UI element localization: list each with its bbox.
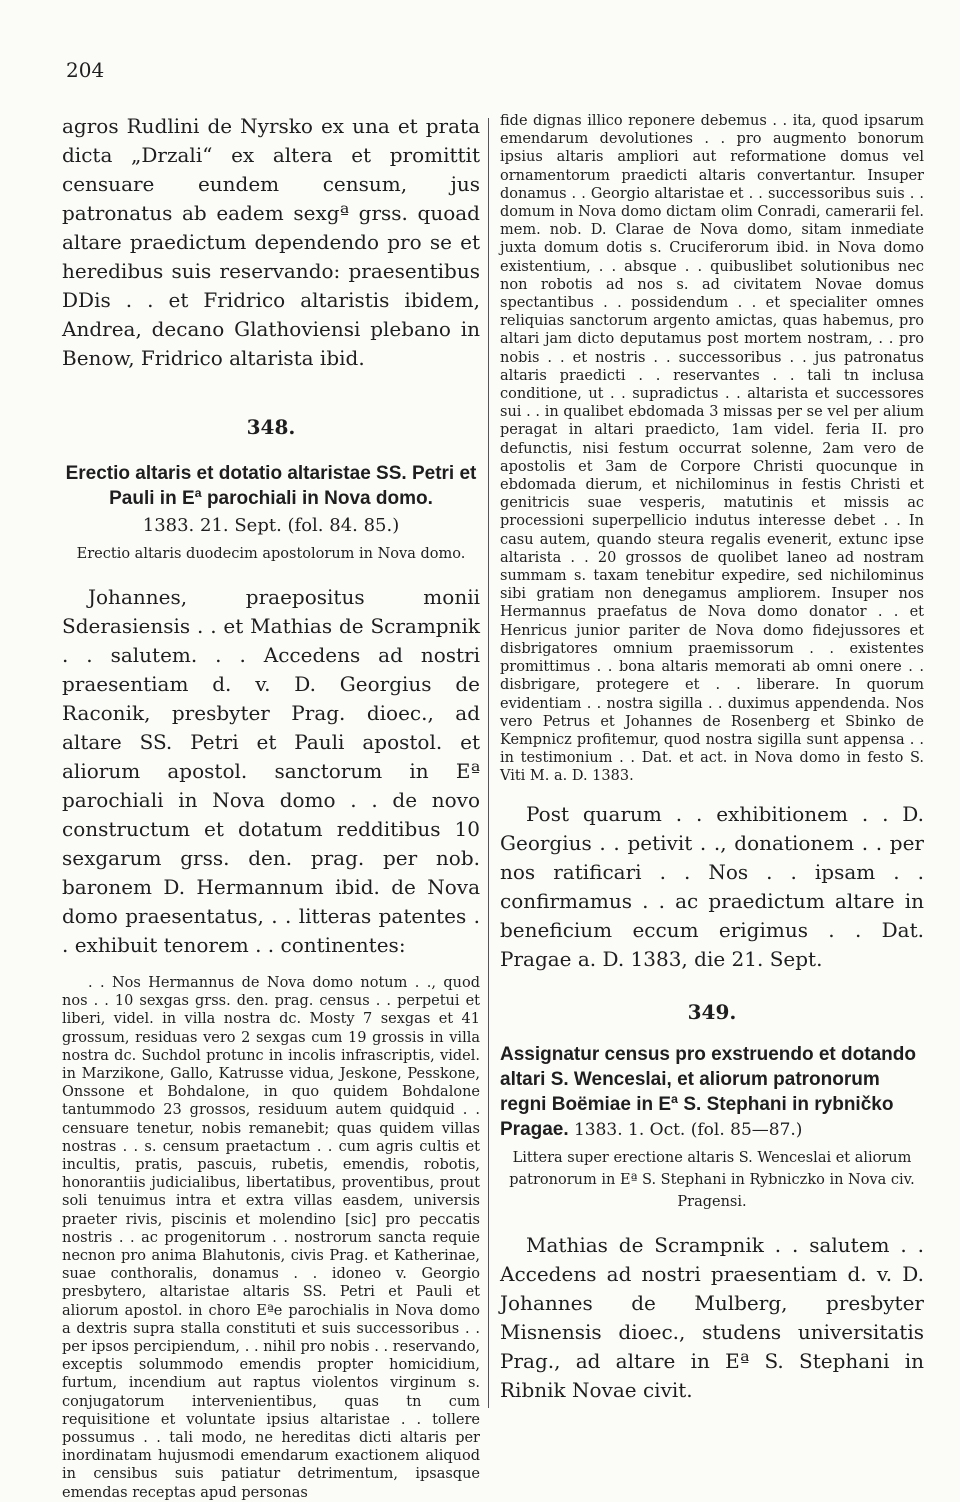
quoted-charter-continuation: fide dignas illico reponere debemus . . ita, quod ipsarum emendarum devolutiones . . pro augmento bonorum ipsius altaris ampliori aut reformatione domus vel ornamentorum praedicti altaris convertantur. Insuper donamus . . Georgio altaristae et . . successoribus suis . . domum in Nova domo dictam olim Conradi, camerarii fel. mem. nob. D. Clarae de Nova domo, sitam inmediate juxta domum dotis s. Cruciferorum ibid. in Nova domo existentium, . . absque . . quibuslibet solutionibus nec non robotis ad nos s. ad civitatem Novae domus spectantibus . . possidendum . . et specialiter omnes reliquias sanctorum argento amictas, quas habemus, pro altari jam dicto deputamus post mortem nostram, . . pro nobis . . et nostris . . successoribus . . jus patronatus altaris praedicti . . reservantes . . tali tn inclusa conditione, ut . . supradictus . . altarista et successores sui . . in qualibet ebdomada 3 missas per se vel per alium peragat in altari praedicto, 1am videl. feria II. pro defunctis, nisi festum occurrat solenne, 2am vero de apostolis et 3am de Corpore Christi quocunque in ebdomada dierum, et nichilominus in festis Christi et genitricis suae vesperis, matutinis et missis ac processioni superpellicio indutus interesse debet . . In casu autem, quando steura regalis evenerit, extunc ipse altarista . . 20 grossos de quolibet laneo ad nostram summam s. taxam tenebitur expedire, sed nichilominus sibi gratiam non denegamus ampliorem. Insuper nos Hermannus praefatus de Nova domo donator . . et Henricus junior pariter de Nova domo fidejussores et disbrigatores omnium praemissorum . . existentes promittimus . . bona altaris memorati ab omni onere . . disbrigare, protegere et . . liberare. In quorum evidentiam . . nostra sigilla . . duximus appendenda. Nos vero Petrus et Johannes de Rosenberg et Sbinko de Kempnicz profitemur, quod nostra sigilla sunt appensa . . in testimonium . . Dat. et act. in Nova domo in festo S. Viti M. a. D. 1383.	[500, 113, 924, 785]
document-summary-348: Erectio altaris duodecim apostolorum in Nova domo.	[76, 546, 466, 562]
document-body-349: Mathias de Scrampnik . . salutem . . Accedens ad nostri praesentiam d. v. D. Johannes de Mulberg, presbyter Misnensis dioec., studens universitatis Prag., ad altare in Eª S. Stephani in Ribnik Novae civit.	[500, 1232, 924, 1402]
document-number-348: 348.	[246, 415, 296, 439]
document-title-349	[500, 1042, 924, 1143]
column-divider	[488, 118, 489, 1408]
document-summary-349: Littera super erectione altaris S. Wenceslai et aliorum patronorum in Eª S. Stephani in Rybniczko in Nova civ. Pragensi.	[509, 1149, 915, 1210]
right-column	[500, 112, 924, 1405]
document-title-349-text: Assignatur census pro exstruendo et dotando altari S. Wenceslai, et aliorum patronorum regni Boëmiae in Eª S. Stephani in rybničko Pragae.	[500, 1043, 916, 1140]
document-number-349: 349.	[687, 999, 737, 1024]
page-number: 204	[66, 58, 105, 82]
closing-paragraph-348: Post quarum . . exhibitionem . . D. Georgius . . petivit . ., donationem . . per nos ratificari . . Nos . . ipsam . . confirmamus . . ac praedictum altare in beneficium eccum erigimus . . Dat. Pragae a. D. 1383, die 21. Sept.	[500, 801, 924, 971]
quoted-charter: . . Nos Hermannus de Nova domo notum . ., quod nos . . 10 sexgas grss. den. prag. census . . perpetui et liberi, videl. in villa nostra dc. Mosty 7 sexgas et 41 grossum, residuas vero 2 sexgas cum 19 grossis in villa nostra dc. Suchdol protunc in incolis infrascriptis, videl. in Marzikone, Gallo, Katrusse vidua, Jeskone, Pesskone, Onssone et Bohdalone, in quo quidem Bohdalone tantummodo 23 grossos, residuum autem quidquid . . censuare tenetur, nobis remanebit; quas quidem villas nostras . . s. censum praetactum . . cum agris cultis et incultis, pratis, pascuis, rubetis, emendis, robotis, honorantiis judicialibus, libertatibus, proventibus, prout soli tenuimus intra et extra villas easdem, universis praeter rivis, piscinis et molendino [sic] pro peccatis nostris . . ac progenitorum . . nostrorum sancta requie necnon pro anima Blahutonis, civis Prag. et Katherinae, suae conthoralis, donamus . . idoneo v. Georgio presbytero, altaristae altaris SS. Petri et Pauli et aliorum apostol. in choro Eªe parochialis in Nova domo a dextris supra stalla constituti et suis successoribus . . per ipsos percipiendum, . . nihil pro nobis . . reservando, exceptis solummodo emendis propter homicidium, furtum, incendium aut raptus violentos virginum s. conjugatorum intervenientibus, quas tn cum requisitione et voluntate ipsius altaristae . . tollere possumus . . tali modo, ne hereditas dicti altaris per inordinatam hujusmodi emendarum exactionem aliquod in censibus suis patiatur detrimentum, ipsasque emendas receptas apud personas	[62, 975, 480, 1501]
document-date-349: 1383. 1. Oct. (fol. 85—87.)	[573, 1119, 803, 1140]
document-date-348: 1383. 21. Sept. (fol. 84. 85.)	[142, 515, 400, 536]
document-body-348: Johannes, praepositus monii Sderasiensis . . et Mathias de Scrampnik . . salutem. . . Accedens ad nostri praesentiam d. v. D. Georgius de Raconik, presbyter Prag. dioec., ad altare SS. Petri et Pauli apostol. et aliorum apostol. sanctorum in Eª parochiali in Nova domo . . de novo constructum et dotatum redditibus 10 sexgarum grss. den. prag. per nob. baronem D. Hermannum ibid. de Nova domo praesentatus, . . litteras patentes . . exhibuit tenorem . . continentes:	[62, 585, 480, 957]
intro-paragraph: agros Rudlini de Nyrsko ex una et prata dicta „Drzali“ ex altera et promittit censuare eundem censum, jus patronatus ab eadem sexgª grss. quoad altare praedictum dependendo pro se et heredibus suis reservando: praesentibus DDis . . et Fridrico altaristis ibidem, Andrea, decano Glathoviensi plebano in Benow, Fridrico altarista ibid.	[62, 114, 480, 370]
document-title-348: Erectio altaris et dotatio altaristae SS. Petri et Pauli in Eª parochiali in Nova domo.	[65, 463, 477, 509]
left-column	[62, 112, 480, 1502]
